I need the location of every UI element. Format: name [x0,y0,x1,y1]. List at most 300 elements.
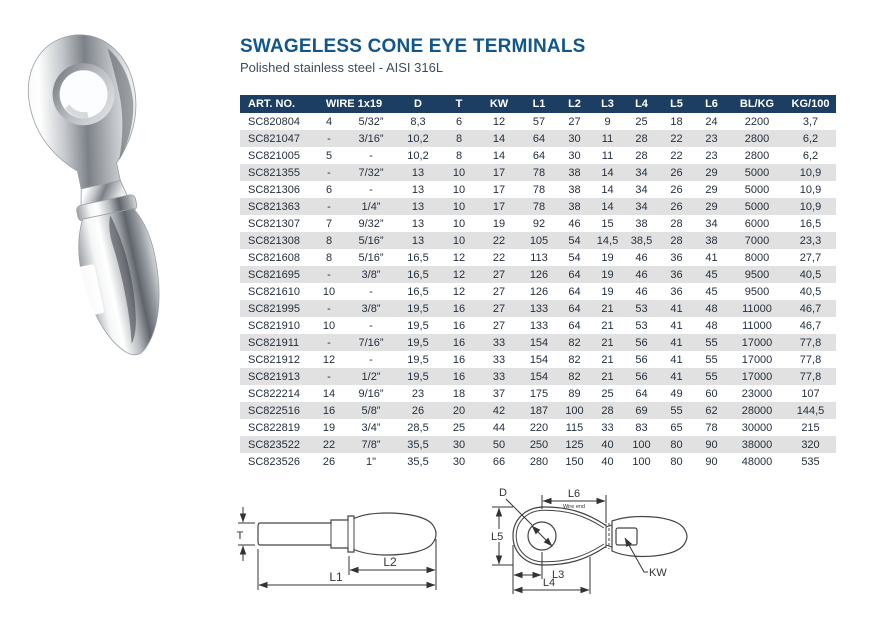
value-cell: 14,5 [596,234,619,247]
value-cell: 28 [670,217,683,230]
value-cell: 1/4” [361,200,381,213]
value-cell: 38 [635,217,648,230]
art-no-cell: SC821910 [248,319,300,332]
side-view-diagram [236,483,441,615]
value-cell: 13 [411,166,425,179]
value-cell: 64 [568,268,581,281]
table-row [240,283,836,300]
value-cell: 41 [670,319,683,332]
value-cell: 66 [492,455,506,468]
value-cell: - [327,302,331,315]
value-cell: 12 [452,285,466,298]
value-cell: 64 [568,319,581,332]
table-row [240,113,836,130]
art-no-cell: SC821005 [248,149,300,162]
value-cell: 46 [635,285,648,298]
dim-label-l4: L4 [542,577,556,589]
value-cell: 133 [529,302,549,315]
value-cell: 57 [532,115,546,128]
value-cell: 8,3 [410,115,426,128]
art-no-cell: SC821911 [248,336,300,349]
value-cell: 33 [601,421,614,434]
eye-view-diagram [486,483,696,615]
value-cell: 5 [325,149,333,162]
value-cell: 27 [492,302,506,315]
value-cell: - [369,319,373,332]
value-cell: 9 [604,115,611,128]
value-cell: 7/32” [358,166,384,179]
value-cell: 90 [705,455,718,468]
art-no-cell: SC821355 [248,166,300,179]
value-cell: 19,5 [407,353,429,366]
value-cell: 40 [601,438,614,451]
column-header: L6 [694,95,729,113]
value-cell: 12 [452,268,466,281]
art-no-cell: SC821608 [248,251,300,264]
value-cell: 250 [529,438,549,451]
value-cell: 154 [529,336,549,349]
table-row [240,317,836,334]
value-cell: 10 [452,200,466,213]
value-cell: 10,9 [799,200,822,213]
value-cell: 30000 [741,421,773,434]
wire-end-label: Wire end [562,504,586,510]
value-cell: 21 [601,302,614,315]
value-cell: 187 [529,404,549,417]
value-cell: 6 [455,115,463,128]
value-cell: 21 [601,353,614,366]
value-cell: 144,5 [796,404,825,417]
value-cell: 7000 [744,234,770,247]
page-subtitle: Polished stainless steel - AISI 316L [240,60,444,75]
value-cell: 17 [492,200,506,213]
value-cell: 16 [452,353,466,366]
table-row [240,334,836,351]
value-cell: 29 [705,166,718,179]
value-cell: 30 [452,438,466,451]
value-cell: 6000 [744,217,770,230]
value-cell: 11 [601,149,614,162]
column-header: BL/KG [729,95,785,113]
value-cell: 38 [705,234,718,247]
table-row [240,164,836,181]
value-cell: 80 [670,438,683,451]
value-cell: - [327,268,331,281]
value-cell: 13 [411,200,425,213]
value-cell: 38 [568,200,581,213]
art-no-cell: SC822516 [248,404,300,417]
value-cell: 27,7 [799,251,822,264]
value-cell: 10 [452,234,466,247]
value-cell: 6,2 [802,132,819,145]
value-cell: 10,9 [799,183,822,196]
value-cell: 33 [492,336,506,349]
value-cell: 28000 [741,404,773,417]
value-cell: 5000 [744,183,770,196]
value-cell: 13 [411,183,425,196]
value-cell: 3/8” [361,268,381,281]
value-cell: 100 [565,404,584,417]
art-no-cell: SC821912 [248,353,300,366]
value-cell: 115 [565,421,584,434]
value-cell: 105 [529,234,549,247]
value-cell: 19,5 [407,336,429,349]
value-cell: 64 [568,285,581,298]
value-cell: 23 [705,132,718,145]
value-cell: 77,8 [799,353,822,366]
value-cell: 80 [670,455,683,468]
value-cell: 40,5 [799,285,822,298]
value-cell: 56 [635,336,648,349]
value-cell: 30 [568,149,581,162]
value-cell: 7 [325,217,333,230]
value-cell: 7/16” [358,336,384,349]
value-cell: 5000 [744,200,770,213]
art-no-cell: SC821610 [248,285,300,298]
value-cell: 69 [635,404,648,417]
value-cell: 5/8” [361,404,381,417]
table-row [240,436,836,453]
value-cell: 2800 [744,132,770,145]
value-cell: 54 [568,234,581,247]
value-cell: 27 [568,115,581,128]
value-cell: 77,8 [799,336,822,349]
value-cell: 100 [632,455,651,468]
value-cell: 18 [670,115,683,128]
column-header: KG/100 [785,95,836,113]
value-cell: 34 [635,200,648,213]
table-header-row [240,95,836,113]
value-cell: 78 [532,200,546,213]
value-cell: 83 [635,421,648,434]
value-cell: 38,5 [630,234,653,247]
value-cell: 11000 [742,319,772,332]
value-cell: 21 [601,336,614,349]
value-cell: 154 [529,353,549,366]
value-cell: 19 [601,251,614,264]
value-cell: 35,5 [407,455,429,468]
value-cell: 41 [670,353,683,366]
value-cell: 45 [705,268,718,281]
value-cell: 45 [705,285,718,298]
table-row [240,232,836,249]
value-cell: 40,5 [799,268,822,281]
value-cell: 12 [322,353,336,366]
value-cell: 154 [529,370,549,383]
value-cell: 38 [568,183,581,196]
value-cell: 23000 [741,387,773,400]
value-cell: 82 [568,370,581,383]
value-cell: 34 [635,183,648,196]
value-cell: 280 [529,455,549,468]
value-cell: 78 [532,183,546,196]
value-cell: - [369,353,373,366]
value-cell: 53 [635,319,648,332]
art-no-cell: SC821913 [248,370,300,383]
value-cell: 29 [705,183,718,196]
value-cell: 10 [322,319,336,332]
value-cell: 12 [452,251,466,264]
value-cell: 34 [635,166,648,179]
value-cell: 175 [529,387,549,400]
value-cell: - [327,200,331,213]
value-cell: 10 [322,285,336,298]
value-cell: 3/8” [361,302,381,315]
eye-terminal-photo [0,14,232,404]
value-cell: 16 [322,404,336,417]
table-row [240,198,836,215]
value-cell: 19 [601,268,614,281]
value-cell: 1" [365,455,377,468]
value-cell: 56 [635,370,648,383]
value-cell: 22 [492,234,506,247]
value-cell: - [327,132,331,145]
value-cell: 48 [705,302,718,315]
art-no-cell: SC820804 [248,115,300,128]
value-cell: 60 [705,387,718,400]
value-cell: 22 [670,149,683,162]
value-cell: 4 [325,115,333,128]
value-cell: 126 [529,285,549,298]
value-cell: 19 [492,217,506,230]
value-cell: - [369,183,373,196]
table-row [240,351,836,368]
value-cell: 27 [492,319,506,332]
table-row [240,147,836,164]
value-cell: 38 [568,166,581,179]
value-cell: 10,2 [407,149,429,162]
column-header: L1 [520,95,558,113]
value-cell: 33 [492,353,506,366]
dim-label-l3: L3 [552,569,565,581]
art-no-cell: SC822214 [248,387,300,400]
value-cell: 56 [635,353,648,366]
value-cell: 16,5 [407,251,429,264]
value-cell: 8 [455,132,463,145]
value-cell: 8 [325,234,333,247]
page-title: SWAGELESS CONE EYE TERMINALS [240,36,586,57]
value-cell: 15 [601,217,614,230]
value-cell: 17000 [741,370,773,383]
value-cell: 220 [529,421,549,434]
art-no-cell: SC823522 [248,438,300,451]
value-cell: 54 [568,251,581,264]
value-cell: 8000 [744,251,770,264]
value-cell: 26 [322,455,336,468]
value-cell: 82 [568,336,581,349]
value-cell: 55 [670,404,683,417]
value-cell: 89 [568,387,581,400]
value-cell: 40 [601,455,614,468]
value-cell: 28 [670,234,683,247]
value-cell: 46,7 [799,319,822,332]
value-cell: 42 [492,404,506,417]
art-no-cell: SC821307 [248,217,300,230]
value-cell: 48 [705,319,718,332]
value-cell: 92 [532,217,546,230]
value-cell: - [369,149,373,162]
value-cell: 14 [601,166,614,179]
value-cell: 64 [635,387,648,400]
value-cell: 19 [322,421,336,434]
value-cell: - [369,285,373,298]
value-cell: 21 [601,319,614,332]
value-cell: 27 [492,285,506,298]
column-header: L5 [659,95,694,113]
value-cell: 125 [565,438,584,451]
value-cell: 90 [705,438,718,451]
value-cell: 30 [452,455,466,468]
dim-label-l1: L1 [329,570,343,584]
value-cell: 8 [325,251,333,264]
value-cell: 23,3 [799,234,822,247]
value-cell: 27 [492,268,506,281]
value-cell: 16 [452,302,466,315]
value-cell: 9/16” [358,387,384,400]
value-cell: 46 [635,251,648,264]
value-cell: 22 [670,132,683,145]
value-cell: 5/16” [358,234,384,247]
table-body [240,113,836,470]
value-cell: 113 [530,251,548,264]
value-cell: 2200 [744,115,770,128]
value-cell: 16,5 [407,268,429,281]
value-cell: 12 [492,115,506,128]
value-cell: 9500 [744,268,770,281]
value-cell: 535 [801,455,820,468]
value-cell: 19,5 [407,302,429,315]
column-header: L2 [558,95,591,113]
value-cell: 20 [452,404,466,417]
value-cell: 29 [705,200,718,213]
value-cell: 33 [492,370,506,383]
value-cell: 64 [568,302,581,315]
table-row [240,130,836,147]
value-cell: 100 [632,438,651,451]
value-cell: 44 [492,421,506,434]
value-cell: 22 [492,251,506,264]
value-cell: 23 [705,149,718,162]
value-cell: 35,5 [407,438,429,451]
value-cell: 53 [635,302,648,315]
value-cell: 64 [532,149,546,162]
value-cell: 28 [601,404,614,417]
value-cell: 22 [322,438,336,451]
value-cell: 133 [529,319,549,332]
value-cell: 9500 [744,285,770,298]
value-cell: 3/16” [358,132,384,145]
column-header: ART. NO. [240,95,312,113]
column-header: WIRE 1x19 [312,95,396,113]
value-cell: 16,5 [799,217,822,230]
value-cell: 41 [670,370,683,383]
value-cell: 36 [670,285,683,298]
value-cell: 6,2 [802,149,819,162]
column-header: L4 [624,95,659,113]
dim-label-t: T [236,530,244,542]
art-no-cell: SC821308 [248,234,300,247]
value-cell: 16 [452,370,466,383]
value-cell: 21 [601,370,614,383]
value-cell: 19,5 [407,319,429,332]
dim-label-kw: KW [649,567,667,579]
value-cell: 19 [601,285,614,298]
value-cell: 16,5 [407,285,429,298]
value-cell: 5000 [744,166,770,179]
table-row [240,249,836,266]
value-cell: 41 [670,336,683,349]
value-cell: 26 [670,183,683,196]
value-cell: 36 [670,268,683,281]
value-cell: 150 [565,455,584,468]
value-cell: 30 [568,132,581,145]
value-cell: 26 [670,200,683,213]
value-cell: 62 [705,404,718,417]
value-cell: 55 [705,336,718,349]
value-cell: 320 [801,438,820,451]
table-row [240,385,836,402]
art-no-cell: SC822819 [248,421,300,434]
art-no-cell: SC823526 [248,455,300,468]
value-cell: 13 [411,217,425,230]
column-header: D [396,95,440,113]
value-cell: - [327,166,331,179]
value-cell: 14 [492,132,506,145]
value-cell: 65 [670,421,683,434]
value-cell: 126 [529,268,549,281]
value-cell: 25 [601,387,614,400]
value-cell: 11000 [742,302,772,315]
table-row [240,453,836,470]
value-cell: 215 [801,421,820,434]
dim-label-d: D [499,487,507,499]
value-cell: 55 [705,353,718,366]
value-cell: 26 [670,166,683,179]
value-cell: 28,5 [407,421,429,434]
value-cell: 36 [670,251,683,264]
value-cell: 24 [705,115,718,128]
value-cell: 5/16” [358,251,384,264]
value-cell: 5/32” [358,115,384,128]
art-no-cell: SC821363 [248,200,300,213]
value-cell: 17 [492,166,506,179]
table-row [240,419,836,436]
value-cell: 16 [452,319,466,332]
value-cell: 50 [492,438,506,451]
value-cell: 82 [568,353,581,366]
value-cell: 48000 [741,455,773,468]
table-row [240,402,836,419]
table-row [240,215,836,232]
table-row [240,368,836,385]
column-header: T [440,95,478,113]
value-cell: 13 [411,234,425,247]
value-cell: 46 [568,217,581,230]
value-cell: 14 [601,200,614,213]
value-cell: 28 [635,132,648,145]
value-cell: 78 [532,166,546,179]
value-cell: 11 [601,132,614,145]
art-no-cell: SC821306 [248,183,300,196]
value-cell: 46 [635,268,648,281]
value-cell: 10,2 [407,132,429,145]
value-cell: 1/2” [361,370,381,383]
value-cell: 28 [635,149,648,162]
value-cell: 78 [705,421,718,434]
dim-label-l2: L2 [383,555,397,569]
spec-table [240,95,836,470]
value-cell: - [327,336,331,349]
